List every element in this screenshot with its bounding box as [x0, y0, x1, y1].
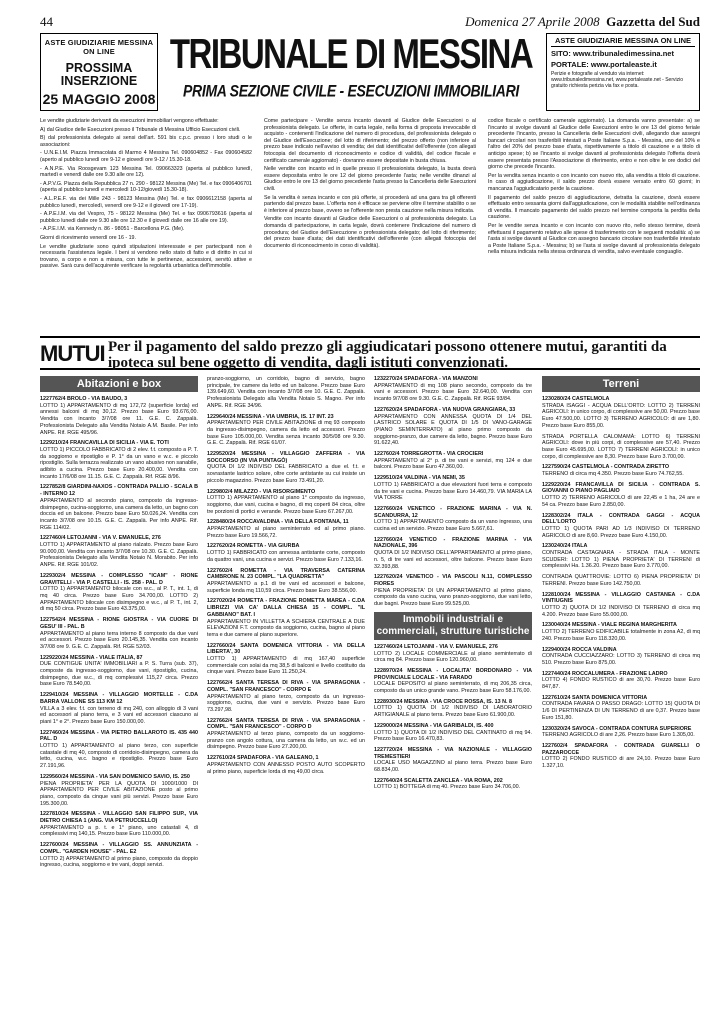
listing-entry [40, 617, 198, 651]
listing-body: LOTTO 4) FONDO RUSTICO di are 30,70. Prezzo base Euro 847,87. [542, 677, 700, 691]
listing-body: LOTTO 1) APPARTAMENTO al piano terzo, con superficie catastale di mq 40, composto di corridoio-disimpegno, camera da letto, cucina, w.c. bagno e ripostiglio. Prezzo base Euro 27.191,96. [40, 743, 198, 770]
intro-paragraph: Per la vendita senza incanto o con incanto con nuovo rito, alla vendita a titolo di cauzione. In caso di aggiudicazione, il saldo prezzo dovrà essere versato entro 60 giorni; in mancanza l'aggiudicatario perde la cauzione. [488, 172, 700, 192]
site-link-tribunale[interactable]: SITO: www.tribunaledimessina.net [551, 49, 674, 58]
listing-entry [207, 414, 365, 448]
listing-entry [542, 482, 700, 509]
listing-body: APPARTAMENTO al piano terra interno 8 composto da due vani ed accessori. Prezzo base Euro 20.145,35. Vendita con incanto 3/7/08 ore 9. G.E. C. Zappalà. Rif. RGE 52/03. [40, 630, 198, 650]
listing-heading: 1227662/4 SANTA TERESA DI RIVA - VIA SPARAGONIA - COMPL. "SAN FRANCESCO" - CORPO D [207, 717, 365, 731]
listing-body: CONTRADA CUCCIAZZARO: LOTTO 3) TERRENO di circa mq 510. Prezzo base Euro 875,00. [542, 653, 700, 666]
listing-heading: 1230320/24 SAVOCA - CONTRADA CONTURA SUPERIORE [542, 725, 692, 732]
listing-entry [40, 535, 198, 569]
listing-entry [374, 537, 532, 571]
listing-entry [542, 543, 700, 570]
listing-heading: 1227600/24 MESSINA - VILLAGGIO SS. ANNUNZIATA - COMPL. "GARDEN HOUSE" - PAL. E2 [40, 842, 198, 855]
intro-section [40, 118, 700, 334]
listing-body: LOTTO 2) LOCALE COMMERCIALE al piano seminterrato di circa mq 84. Prezzo base Euro 120.960,00. [374, 650, 532, 664]
mortgage-text: Per il pagamento del saldo prezzo gli aggiudicatari possono ottenere mutui, garantiti da ipoteca sul bene oggetto di vendita, dagli istituti convenzionati. [108, 339, 667, 371]
listing-body: LOTTO 1) APPARTAMENTO di mq 172,72 (superficie lorda) ed annessi balconi di mq 30,12. Prezzo base Euro 93.676,00. Vendita con incanto 3/7/08 ore 11. G.E. C. Zappalà. Professionista Delegato alla Vendita Notaio A.M. Basile. Per info ANPE. Rif. RGE 495/96. [40, 402, 198, 436]
listing-heading: 1229220/24 FRANCAVILLA DI SICILIA - CONTRADA S. GIOVANNI O PIANO PAGLIAIO [542, 481, 700, 495]
issue-date: Domenica 27 Aprile 2008 [465, 14, 600, 29]
listing-entry [207, 680, 365, 714]
listing-body: CONTRADA CASTAGNARA - STRADA ITALA - MONTE SCUDERI: LOTTO 1) PIENA PROPRIETA' DI TERRENI di complessivi Ha. 1.36.20. Prezzo base Euro 3.770,00. [542, 550, 700, 570]
listing-heading: 1227610/24 SPADAFORA - VIA GALEANO, 1 [207, 755, 319, 762]
listing-entry [374, 506, 532, 533]
listing-body: LOCALE DEPOSITO al piano seminterrato, di mq 206,35 circa, composto da un unico grande vano. Prezzo base Euro 58.176,00. [374, 681, 532, 695]
listings-column-1 [40, 376, 198, 1016]
listing-heading: 1227542/4 MESSINA - RIONE GIOSTRA - VIA CUORE DI GESU' III - PAL. B [40, 617, 198, 630]
listing-heading: 1227602/4 TORREGROTTA - VIA CROCIERI [374, 451, 484, 458]
listing-body: LOTTO 2) FONDO RUSTICO di are 24,10. Prezzo base Euro 1.327,10. [542, 756, 700, 770]
listing-heading: 1228480/24 ROCCAVALDINA - VIA DELLA FONTANA, 11 [207, 519, 349, 526]
listing-body: APPARTAMENTO PER CIVILE ABITAZIONE di mq 93 composto da ingresso-disimpegno, camera da letto ed accessori. Prezzo base Euro 105.000,00. Vendita senza incanto 30/5/08 ore 9.30. G.E. C. Zappalà. Rif. RGE 61/07. [207, 420, 365, 447]
listing-body: LOTTO 2) TERRENO EDIFICABILE totalmente in zona A2, di mq 240. Prezzo base Euro 118.320,00. [542, 629, 700, 642]
listing-body: APPARTAMENTO di mq 108 piano secondo, composto da tre vani e accessori. Prezzo base Euro 32.640,00. Vendita con incanto 9/7/08 ore 9.30. G.E. C. Zappalà. Rif. RGE 93/84. [374, 382, 532, 403]
listing-entry [374, 747, 532, 774]
listing-entry [374, 376, 532, 403]
listing-body: VILLA a 3 elev. f.t. con terreno di mq 240, con alloggio di 3 vani ed accessori al piano terra, e 3 vani ed accessori ciascuno ai piani 1° e 2°. Prezzo base Euro 150.000,00. [40, 705, 198, 725]
listing-body: LOTTO 1) APPARTAMENTO composto da un vano ingresso, una cucina ed un servizio. Prezzo base Euro 5.667,61. [374, 519, 532, 533]
listing-body: LOTTO 1) APPARTAMENTO di mq 167,40 superficie commerciale con solai da mq 38,5 di balconi e livello costituito da cinque vani. Prezzo base Euro 11.250,24. [207, 656, 365, 676]
page-title: TRIBUNALE DI MESSINA [169, 30, 533, 77]
intro-paragraph: Giorni di ricevimento venerdì ore 16 - 19. [40, 234, 136, 241]
listing-entry [207, 543, 365, 563]
listing-body: LOTTO 1) PICCOLO FABBRICATO di 2 elev. f.t. composto a P. T. da soggiorno e ripostiglio e P. 1° da un vano e w.c. e piccolo ripostiglio. Sulla terrazza realizzato un vano abusivo non sanabile, adibito a cucina. Prezzo base Euro 20.400,00. Vendita con incanto 17/6/08 ore 11.15. G.E. C. Zappalà. Rif. RGE 8/96. [40, 446, 198, 480]
running-header [40, 14, 700, 30]
intro-column-3 [488, 118, 700, 334]
listing-body: DUE CONTIGUE UNITA' IMMOBILIARI a P. S. Turra (sub. 37), composte da ingresso-soggiorno, due vani, ripostiglio, cucina, disimpegno, due w.c., di mq complessivi 115,27 circa. Prezzo base Euro 78.540,00. [40, 661, 198, 688]
intro-paragraph: Come partecipare - Vendite senza incanto davanti al Giudice delle Esecuzioni o al professionista delegato. Le offerte, in carta legale, nella forma di proposta irrevocabile di acquisto - contenenti l'indicazione del numero di procedura, del professionista delegato o del Giudice dell'Esecuzione; del lotto di riferimento; del prezzo offerto (non inferiore al prezzo base indicato nell'avviso di vendita; dei dati identificativi dell'offerente (con allegati fotocopia del documento di riconoscimento e codice di validità, del codice fiscale e certificato camerale aggiornato) - dovranno essere depositate in busta chiusa. [264, 118, 476, 164]
next-insertion-date: 25 MAGGIO 2008 [42, 91, 156, 107]
listing-heading: 1229220/24 MESSINA - VIALE ITALIA, 87 [40, 654, 143, 661]
listing-entry [542, 574, 700, 587]
websites-note: Perizie e fotografie al venduto via internet: www.tribunaledimessina.net, www.portaleaste.net - Servizio gratuito richiesta perizia via fax e posta. [551, 71, 684, 89]
listing-heading: 1229640/24 MESSINA - VIA UMBRIA, IS. 17 INT. 23 [207, 413, 334, 420]
listing-entry [207, 718, 365, 752]
listing-entry [374, 475, 532, 502]
section-heading-commercial: Immobili industriali e commerciali, strutture turistiche [374, 612, 532, 640]
listing-heading: 1229400/24 ROCCA VALDINA [542, 646, 617, 653]
listing-body: LOCALE USO MAGAZZINO al piano terra. Prezzo base Euro 68.834,00. [374, 760, 532, 774]
listing-entry [40, 730, 198, 770]
listing-heading: 1229560/24 MESSINA - VIA SAN DOMENICO SAVIO, IS. 250 [40, 773, 190, 780]
listing-heading: 1229000/24 MESSINA - VIA GARIBALDI, IS. 400 [374, 722, 494, 729]
listing-entry [542, 647, 700, 667]
listing-body: TERRENO di circa mq 4.350. Prezzo base Euro 74.762,55. [542, 471, 684, 478]
listing-body: LOTTO 1) QUOTA DI 1/2 INDIVISO DI LABORATORIO ARTIGIANALE al piano terra. Prezzo base Euro 61.900,00. [374, 705, 532, 719]
listing-entry [542, 464, 700, 477]
listing-body: LOTTO 1) APPARTAMENTO al piano rialzato. Prezzo base Euro 90.000,00. Vendita con incanto 3/7/08 ore 10.30. G.E. C. Zappalà. Professionista Delegato alla Vendita Notaio N. Morabito. Per info ANPE. Rif. RGE 101/02. [40, 542, 198, 569]
intro-paragraph: Il pagamento del saldo prezzo di aggiudicazione, detratta la cauzione, dovrà essere effettuato entro sessanta giorni dall'aggiudicazione, con le modalità stabilite nell'ordinanza di vendita. Il mancato pagamento del saldo prezzo nel termine comporta la perdita della cauzione. [488, 194, 700, 221]
listing-heading: 1229302/4 MESSINA - COMPLESSO "ICAM" - RIONE GRAVITELLI - VIA P. CASTELLI - IS. 258 - PAL. D [40, 572, 198, 586]
listing-body: APPARTAMENTO al piano seminterrato ed al primo piano. Prezzo base Euro 19.566,72. [207, 526, 365, 539]
listing-heading: 1227660/24 SANTA DOMENICA VITTORIA - VIA DELLA LIBERTA', 30 [207, 642, 365, 656]
page-number: 44 [40, 14, 53, 29]
listing-body: PIENA PROPRIETA' DI UN APPARTAMENTO al primo piano, composto da vano cucina, vano pranzo-soggiorno, due vani letto, due bagni. Prezzo base Euro 99.525,00. [374, 587, 532, 608]
websites-box [546, 33, 700, 111]
listing-heading: 1228100/24 MESSINA - VILLAGGIO CASTANEA - C.DA VINTIUGNIS [542, 591, 700, 605]
listing-entry [542, 396, 700, 430]
listing-heading: 1228302/24 ITALA - CONTRADA GAGGI - ACQUA DELL'LORTO [542, 512, 700, 526]
listing-heading: 1227620/24 ROMETTA - VIA GIURBA [207, 543, 300, 550]
listing-heading: 1229520/24 MESSINA - VILLAGGIO ZAFFERIA - VIA SOCCORSO (IN VIA PUNTAGÒ) [207, 451, 365, 464]
listing-entry [207, 489, 365, 516]
listing-heading: 1227460/4 LETOJANNI - VIA V. EMANUELE, 276 [40, 535, 161, 542]
listing-entry [207, 519, 365, 539]
listing-body: LOTTO 1) QUOTA PARI AD 1/3 INDIVISO DI TERRENO AGRICOLO di are 8,60. Prezzo base Euro 4.150,00. [542, 525, 700, 539]
listing-body: PIENA PROPRIETA' PER LA QUOTA DI 1000/1000 DI APPARTAMENTO PER CIVILE ABITAZIONE posto al primo piano, composto da cinque vani più servizi. Prezzo base Euro 195.300,00. [40, 780, 198, 807]
listing-body: APPARTAMENTO a p.1 di tre vani ed accessori e balcone, superficie londa mq 110,59 circa. Prezzo base Euro 38.556,00. [207, 580, 365, 594]
listing-entry [40, 573, 198, 613]
listing-entry [542, 695, 700, 722]
intro-paragraph: B) dal professionista delegato ai sensi dell'art. 591 bis c.p.c. presso i loro studi o le associazioni: [40, 135, 252, 148]
intro-paragraph: - A.L.P.E.F. via dei Mille 243 - 98123 Messina (Me) Tel. e fax 0906612158 (aperta al pubblico lunedì, mercoledì, venerdì ore 9-12 e il giovedì ore 17-19). [40, 195, 252, 209]
section-heading-housing: Abitazioni e box [40, 376, 198, 392]
intro-paragraph: - A.P.V.G. Piazza della Repubblica 27 n. 290 - 98122 Messina (Me) Tel. e fax 0906406701 (aperta al pubblico lunedì e mercoledì 10-12/giovedì 15.30-18). [40, 180, 252, 194]
listing-entry [40, 655, 198, 689]
listing-entry [374, 668, 532, 695]
listing-body: LOTTO 2) APPARTAMENTO al primo piano, composto da doppio ingresso, cucina, soggiorno e tre vani, doppi servizi. [40, 855, 198, 869]
listing-heading: 1232270/24 SPADAFORA - VIA MANZONI [374, 376, 478, 382]
listing-entry [40, 774, 198, 808]
listing-body: QUOTA DI 1/2 INDIVISO DELL'APPARTAMENTO al primo piano, n. 5, di tre vani ed accessori, oltre balcone. Prezzo base Euro 32.393,88. [374, 550, 532, 570]
listing-entry [207, 643, 365, 677]
mortgage-label: MUTUI [40, 341, 105, 366]
listing-heading: 1227762/4 BROLO - VIA BAUDO, 3 [40, 396, 128, 402]
listing-heading: 1227810/24 MESSINA - VILLAGGIO SAN FILIPPO SUP., VIA DIETRO CHIESA 1 (ANG. VIA PETRUCCELLO) [40, 811, 198, 825]
listing-entry [374, 644, 532, 664]
listing-entry [374, 699, 532, 719]
listing-entry [374, 723, 532, 743]
listing-body: APPARTAMENTO al secondo piano, composto da ingresso-disimpegno, cucina-soggiorno, una camera da letto, un bagno con doccia ed un balcone. Prezzo base Euro 50.026,24. Vendita con incanto 3/7/08 ore 10.15. G.E. C. Zappalà. Per info ANPE. Rif. RGE 114/02. [40, 497, 198, 531]
listing-heading: 1229210/24 FRANCAVILLA DI SICILIA - VIA E. TOTI [40, 440, 169, 447]
listing-heading: 1229510/24 VALDINA - VIA NEMI, 35 [374, 475, 465, 482]
listing-heading: 1230040/24 MESSINA - VIALE REGINA MARGHERITA [542, 622, 677, 629]
intro-paragraph: - A.P.E.I.M. via Kennedy n. 86 - 98051 - Barcellona P.G. (Me). [40, 226, 185, 233]
listing-body: TERRENO AGRICOLO di are 2,26. Prezzo base Euro 1.305,00. [542, 732, 695, 739]
listing-body: APPARTAMENTO CON ANNESSA QUOTA DI 1/4 DEL LASTRICO SOLARE E QUOTA DI 1/5 DI VANO-GARAGE (PIANO SEMINTERRATO) al piano primo composto da soggiorno-pranzo, due camere da letto, bagno. Prezzo base Euro 91.622,40. [374, 413, 532, 447]
listing-entry [542, 726, 700, 739]
listing-heading: 1227620/24 SPADAFORA - VIA NUOVA GRANGIARA, 33 [374, 406, 516, 413]
listing-heading: 1227620/24 VENETICO - VIA PASCOLI N.11, COMPLESSO FIORES [374, 574, 532, 587]
listing-entry [40, 811, 198, 838]
listing-heading: 1227662/4 SANTA TERESA DI RIVA - VIA SPARAGONIA - COMPL. "SAN FRANCESCO" - CORPO E [207, 680, 365, 693]
listing-body: LOTTO 1) QUOTA DI 1/2 INDIVISO DEL CANTINATO di mq 94. Prezzo base Euro 16.470,83. [374, 729, 532, 743]
listing-entry [207, 568, 365, 595]
intro-paragraph: Le vendite giudiziarie derivanti da esecuzioni immobiliari vengono effettuate: [40, 118, 219, 124]
intro-paragraph: - U.N.E.I.M. Piazza Immacolata di Marmo 4 Messina Tel. 090604852 - Fax 090604582 (aperto al pubblico lunedì ore 9-12 e giovedì ore 9-12 / 15.30-18. [40, 150, 252, 163]
intro-paragraph: - A.P.E.I.M. via del Vespro, 75 - 98122 Messina (Me) Tel. e fax 0906793616 (aperta al pubblico lunedì dalle ore 9.30 alle ore 12.30 e il giovedì dalle ore 16 alle ore 19). [40, 211, 252, 224]
listing-heading: 1230280/24 CASTELMOLA [542, 396, 610, 402]
listings-column-4 [542, 376, 700, 1016]
page-subtitle: PRIMA SEZIONE CIVILE - ESECUZIONI IMMOBILIARI [183, 81, 519, 101]
listing-body: CONTRADA QUATTROVIE: LOTTO 6) PIENA PROPRIETA' DI TERRENI. Prezzo base Euro 142.750,00. [542, 574, 700, 587]
listing-body: LOTTO 1) FABBRICATO con annessa antistante corte, composto da quattro vani, una cucina e servizi. Prezzo base Euro 7.133,16. [207, 550, 365, 563]
intro-paragraph: Se la vendita è senza incanto e con più offerte, si procederà ad una gara tra gli offerenti partendo dal prezzo base. L'offerta non è efficace se perviene oltre il termine stabilito o se è inferiore al prezzo base, ovvero se l'offerente non presta cauzione nella misura indicata. [264, 194, 476, 214]
listing-entry [542, 743, 700, 770]
listing-body: APPARTAMENTO IN VILLETTA A SCHIERA CENTRALE A DUE ELEVAZIONI F.T. composto da soggiorno, cucina, bagno al piano terra e due camere al piano superiore. [207, 618, 365, 638]
listing-body: LOTTO 1) APPARTAMENTO bilocale con w.c., al P. T., int. 1, di mq 40 circa. Prezzo base Euro 34.700,00. LOTTO 2) APPARTAMENTO bilocale con disimpegno e w.c., al P. T., int. 2, di mq 50 circa. Prezzo base Euro 43.375,00. [40, 586, 198, 613]
listing-entry [374, 451, 532, 471]
intro-paragraph: codice fiscale o certificato camerale aggiornato). La domanda vanno presentate: a) se l'incanto si svolge davanti al Giudice delle Esecuzioni entro le ore 13 del giorno feriale precedente l'incanto, presso la Cancelleria delle Esecuzioni civili, allegando due assegni bancari circolari non trasferibili intestati a Poste Italiane S.p.a. - Messina, uno del 10% e l'altro del 20% del prezzo base d'asta, rispettivamente a titolo di cauzione e a titolo di anticipo spese; b) se l'incanto si svolge davanti al professionista delegato l'offerta dovrà essere presentata presso l'Associazione di riferimento, entro e non oltre le ore dodici del giorno che precede l'incanto. [488, 118, 700, 171]
online-auctions-label: ASTE GIUDIZIARIE MESSINA ON LINE [44, 38, 154, 56]
listing-entry [207, 755, 365, 775]
intro-paragraph: Nelle vendite con incanto ed in quelle presso il professionista delegato, la busta dovrà essere depositata entro le ore 12 del giorno precedente l'asta; nelle vendite dinanzi al Giudice entro le ore 13 del giorno precedente l'asta presso la Cancelleria delle Esecuzioni civili. [264, 166, 476, 192]
site-link-portaleaste[interactable]: PORTALE: www.portaleaste.it [551, 60, 657, 69]
listing-body: QUOTA DI 1/2 INDIVISO DEL FABBRICATO a due el. f.t. e sovrastante lastrico solare, oltre corte antistante su cui insiste un piccolo magazzino. Prezzo base Euro 73.491,20. [207, 464, 365, 484]
intro-column-1 [40, 118, 252, 334]
intro-paragraph: Per le vendite senza incanto e con incanto con nuovo rito, nello stesso termine, dovrà effettuarsi il pagamento relativo alle spese di trasferimento con le seguenti modalità: a) se l'asta si svolge davanti al Giudice con assegno bancario circolare non trasferibile intestato a Poste Italiane S.p.a. - Messina; b) se l'asta si svolge davanti al professionista delegato nella misura indicata nella stessa ordinanza di vendita, salvo eventuale conguaglio. [488, 222, 700, 256]
listing-heading: 1228930/24 MESSINA - VIA CROCE ROSSA, IS. 13 N. 8 [374, 698, 513, 705]
listings-column-3 [374, 376, 532, 1016]
listing-body: APPARTAMENTO al terzo piano, composto da un soggiorno-pranzo con angolo cottura, una camera da letto, un w.c. ed un disimpegno. Prezzo base Euro 27.200,00. [207, 731, 365, 751]
intro-paragraph: Le vendite giudiziarie sono quindi stipulazioni interessate e per partecipanti non è necessaria l'assistenza legale. I beni si vendono nello stato di fatto e di diritto in cui si trovano, a corpo e non a misura, con tutte le pertinenze, accessioni, servitù attive e passive. Sarà cura dell'acquirente verificare la regolarità urbanistica dell'immobile. [40, 243, 252, 270]
listing-entry [40, 692, 198, 726]
listing-body: LOTTO 1) BOTTEGA di mq 40. Prezzo base Euro 34.706,00. [374, 784, 521, 791]
listing-entry [542, 434, 700, 461]
section-heading-land: Terreni [542, 376, 700, 392]
listing-heading: 1230240/24 ITALA [542, 543, 588, 550]
listing-heading: 1227640/24 SCALETTA ZANCLEA - VIA ROMA, 202 [374, 777, 503, 784]
listing-heading: 1227440/24 ROCCALUMERA - FRAZIONE LADRO [542, 670, 668, 677]
listing-heading: 1227610/24 SANTA DOMENICA VITTORIA [542, 694, 648, 701]
listing-entry [542, 513, 700, 540]
intro-paragraph: - A.N.P.E. Via Roosgevam 123 Messina Tel. 090663323 (aperta al pubblico lunedì, martedì e venerdì dalle ore 9.30 alle ore 12). [40, 165, 252, 179]
listing-heading: 1227460/24 MESSINA - VIA PIETRO BALLAROTO IS. 435 440 PAL. D [40, 729, 198, 743]
listing-heading: 1227602/4 ROMETTA - VIA TRAVERSA CATERINA CAMBRONE N. 23 COMPL. "LA QUADRETTA" [207, 567, 365, 581]
listing-heading: 1227720/24 MESSINA - VIA NAZIONALE - VILLAGGIO TREMESTIERI [374, 746, 532, 760]
listing-entry [374, 407, 532, 447]
listing-heading: 1229802/4 MILAZZO - VIA RISORGIMENTO [207, 488, 316, 495]
listing-entry [40, 440, 198, 480]
listing-body: LOTTO 1) FABBRICATO a due elevazioni fuori terra e composto da tre vani e cucina. Prezzo base Euro 14.460,79. VIA MARIA LA VIA TORRE [374, 481, 532, 502]
listing-entry [374, 778, 532, 791]
intro-paragraph: Vendite con incanto davanti al Giudice delle Esecuzioni o al professionista delegato. La domanda di partecipazione, in carta legale, dovrà contenere l'indicazione del numero di procedura; del Giudice dell'Esecuzione o professionista delegato; del lotto di riferimento; del prezzo base d'asta; dei dati identificativi dell'offerente (con allegati fotocopia del documento di riconoscimento in corso di validità). [264, 216, 476, 249]
newspaper-name: Gazzetta del Sud [606, 14, 700, 29]
listing-entry [374, 574, 532, 608]
listing-body: STRADA ISAGGI - ACQUA DELL'ORTO: LOTTO 2) TERRENI AGRICOLI: in unico corpo, di complessive are 50,00. Prezzo base Euro 47.500,00. LOTTO 3) TERRENO AGRICOLO: di are 1,80. Prezzo base Euro 855,00. [542, 402, 700, 429]
listing-entry [207, 451, 365, 485]
intro-column-2 [264, 118, 476, 334]
websites-box-heading: ASTE GIUDIZIARIE MESSINA ON LINE [551, 36, 695, 47]
listing-heading: 1227660/24 VENETICO - FRAZIONE MARINA - VIA NAZIONALE, 396 [374, 536, 532, 550]
listing-body: APPARTAMENTO a p. t. e 1° piano, uno catastali 4, di complessivi mq 140,15. Prezzo base Euro 110.000,00. [40, 824, 198, 838]
listing-entry [542, 592, 700, 619]
next-insertion-box [40, 33, 158, 111]
listing-body: LOTTO 2) TERRENO AGRICOLO di are 22,45 e 1 ha, 24 are e 54 ca. Prezzo base Euro 2.850,00. [542, 495, 700, 508]
listing-body: APPARTAMENTO CON ANNESSO POSTO AUTO SCOPERTO al primo piano, superficie lorda di mq 49,00 circa. [207, 761, 365, 775]
listing-body: LOTTO 1) APPARTAMENTO al piano 1° composto da ingresso, soggiorno, due vani, cucina e bagno, di mq coperti 84 circa, oltre tre porzioni di portici e verande. Prezzo base Euro 67.267,00. [207, 495, 365, 515]
listing-entry [40, 484, 198, 531]
listing-entry [40, 842, 198, 869]
listing-heading: 1227460/24 LETOJANNI - VIA V. EMANUELE, 276 [374, 643, 498, 650]
listing-heading: 1227602/4 SPADAFORA - CONTRADA GUARELLI O PAZZAROCCE [542, 742, 700, 756]
mortgage-banner [40, 336, 700, 370]
listing-body: STRADA PORTELLA CALOMAMÀ: LOTTO 6) TERRENI AGRICOLI: dove in più corpi, di complessive are 57,40. Prezzo base Euro 45.695,00. LOTTO 7) TERRENI AGRICOLI: in unico corpo, di complessive are 8,30. Prezzo base Euro 3.700,00. [542, 433, 700, 460]
listing-body: CONTRADA FAVARA O PASSO DRAGO: LOTTO 15) QUOTA DI 1/6 DI PERTINENZA DI UN TERRENO di are 0,37. Prezzo base Euro 151,80. [542, 701, 700, 721]
listings-column-2 [207, 376, 365, 1016]
listing-entry [40, 396, 198, 436]
listing-entry [207, 376, 365, 410]
issue-date-line [465, 14, 700, 30]
next-insertion-label: PROSSIMA INSERZIONE [60, 61, 138, 88]
listing-entry [542, 671, 700, 691]
listing-heading: 1227020/24 ROMETTA - FRAZIONE ROMETTA MAREA - C.DA LIBRIZZI VIA CA' DALLA CHIESA 15 - COMPL. "IL GABBIANO" BAT. I [207, 598, 365, 618]
listing-body: pranzo-soggiorno, un corridoio, bagno di servizio, bagno principale, tre camere da letto ed un balcone. Prezzo base Euro 139.649,60. Vendita con incanto 3/7/08 ore 10. G.E. C. Zappalà. Professionista Delegato alla Vendita Notaio S. Magno. Per info ANPE. Rif. RGE 34/96. [207, 376, 365, 409]
listing-body: APPARTAMENTO al piano terzo, composto da un ingresso-soggiorno, cucina, due vani e servizio. Prezzo base Euro 73.297,98. [207, 693, 365, 713]
listing-heading: 1227590/24 CASTELMOLA - CONTRADA ZIRETTO [542, 464, 670, 471]
listing-heading: 1227852/8 GIARDINI-NAXOS - CONTRADA PALLIO - SCALA B - INTERNO 12 [40, 484, 198, 498]
listing-body: APPARTAMENTO al 2° p. di tre vani e servizi, mq 124 e due balconi. Prezzo base Euro 47.360,00. [374, 457, 532, 471]
listing-entry [542, 622, 700, 642]
listing-body: LOTTO 2) QUOTA DI 1/2 INDIVISO DI TERRENO di circa mq 4.200. Prezzo base Euro 55.000,00. [542, 604, 700, 618]
intro-paragraph: A) dal Giudice delle Esecuzioni presso il Tribunale di Messina Ufficio Esecuzioni civili. [40, 126, 241, 133]
listing-heading: 1229410/24 MESSINA - VILLAGGIO MORTELLE - C.DA BARRA VALLONE SS 113 KM 12 [40, 692, 198, 705]
listing-entry [207, 598, 365, 638]
listing-heading: 1228970/24 MESSINA - LOCALITA' BORDONARO - VIA PROVINCIALE LOCALE - VIA FARADO [374, 667, 532, 681]
listing-heading: 1227660/24 VENETICO - FRAZIONE MARINA - VIA N. SCANDURRA, 12 [374, 505, 532, 519]
